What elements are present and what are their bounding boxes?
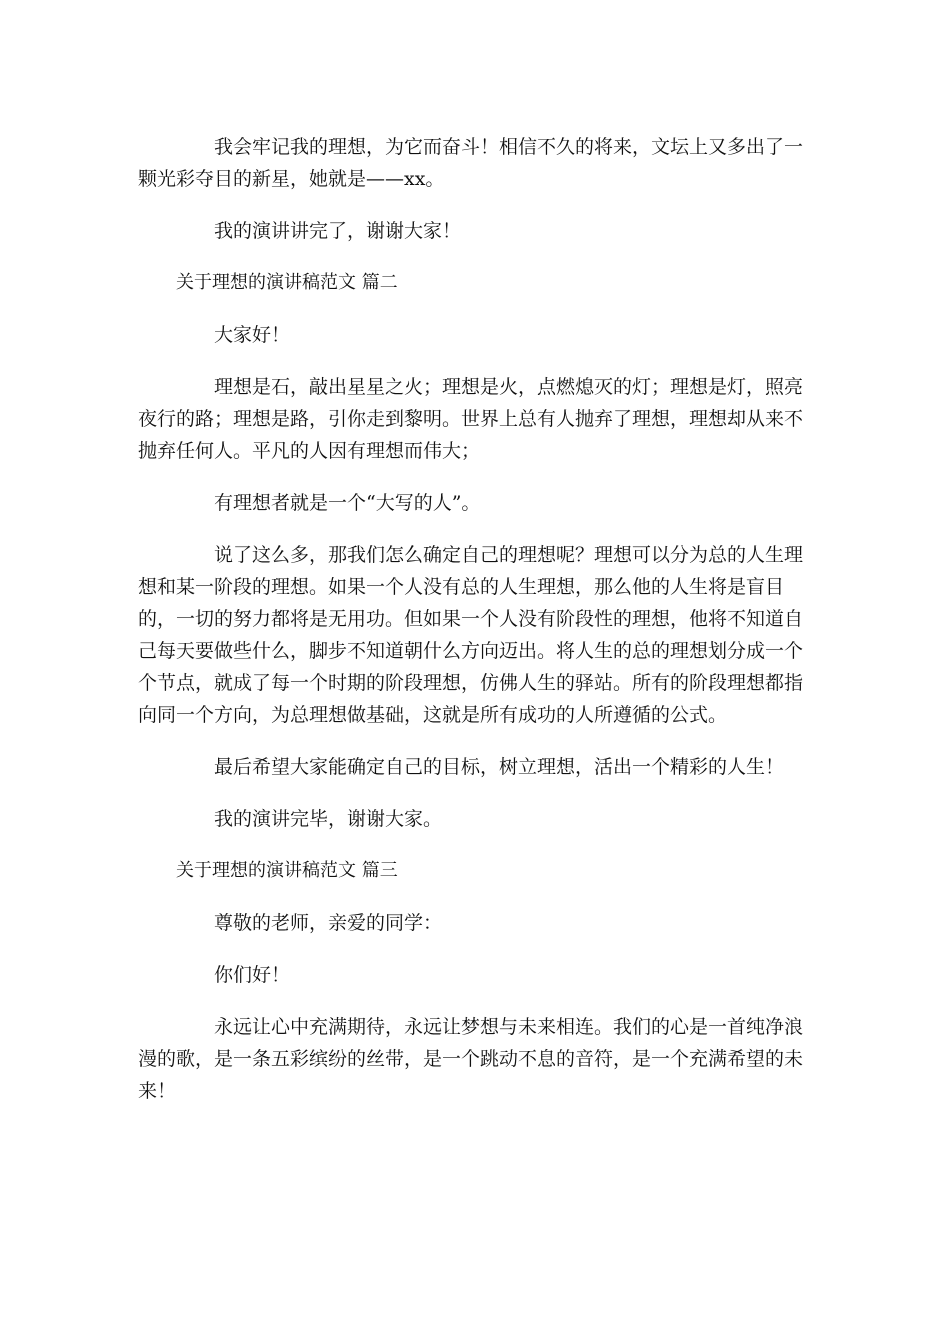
- paragraph-greeting-1: 大家好！: [214, 324, 291, 346]
- paragraph-final-hope: 最后希望大家能确定自己的目标，树立理想，活出一个精彩的人生！: [214, 756, 785, 778]
- document-body: [138, 131, 810, 1127]
- paragraph-greeting-2: 你们好！: [214, 964, 291, 986]
- paragraph-ideal-metaphor: 理想是石，敲出星星之火；理想是火，点燃熄灭的灯；理想是灯，照亮夜行的路；理想是路，引你走到黎明。世界上总有人抛弃了理想，理想却从来不抛弃任何人。平凡的人因有理想而伟大；: [138, 376, 804, 462]
- paragraph-closing-vow: 我会牢记我的理想，为它而奋斗！相信不久的将来，文坛上又多出了一颗光彩夺目的新星，她就是——xx。: [138, 136, 804, 190]
- paragraph-expectation: 永远让心中充满期待，永远让梦想与未来相连。我们的心是一首纯净浪漫的歌，是一条五彩缤纷的丝带，是一个跳动不息的音符，是一个充满希望的未来！: [138, 1016, 804, 1102]
- paragraph-capital-person: 有理想者就是一个“大写的人”。: [214, 492, 481, 514]
- section-heading-part-2: 关于理想的演讲稿范文 篇二: [176, 272, 398, 293]
- paragraph-speech-end-1: 我的演讲讲完了，谢谢大家！: [214, 220, 462, 242]
- section-heading-part-3: 关于理想的演讲稿范文 篇三: [176, 860, 398, 881]
- paragraph-determine-ideal: 说了这么多，那我们怎么确定自己的理想呢？理想可以分为总的人生理想和某一阶段的理想。如果一个人没有总的人生理想，那么他的人生将是盲目的，一切的努力都将是无用功。但如果一个人没有阶段性的理想，他将不知道自己每天要做些什么，脚步不知道朝什么方向迈出。将人生的总的理想划分成一个个节点，就成了每一个时期的阶段理想，仿佛人生的驿站。所有的阶段理想都指向同一个方向，为总理想做基础，这就是所有成功的人所遵循的公式。: [138, 544, 804, 726]
- paragraph-speech-end-2: 我的演讲完毕，谢谢大家。: [214, 808, 443, 830]
- paragraph-salutation: 尊敬的老师，亲爱的同学：: [214, 912, 443, 934]
